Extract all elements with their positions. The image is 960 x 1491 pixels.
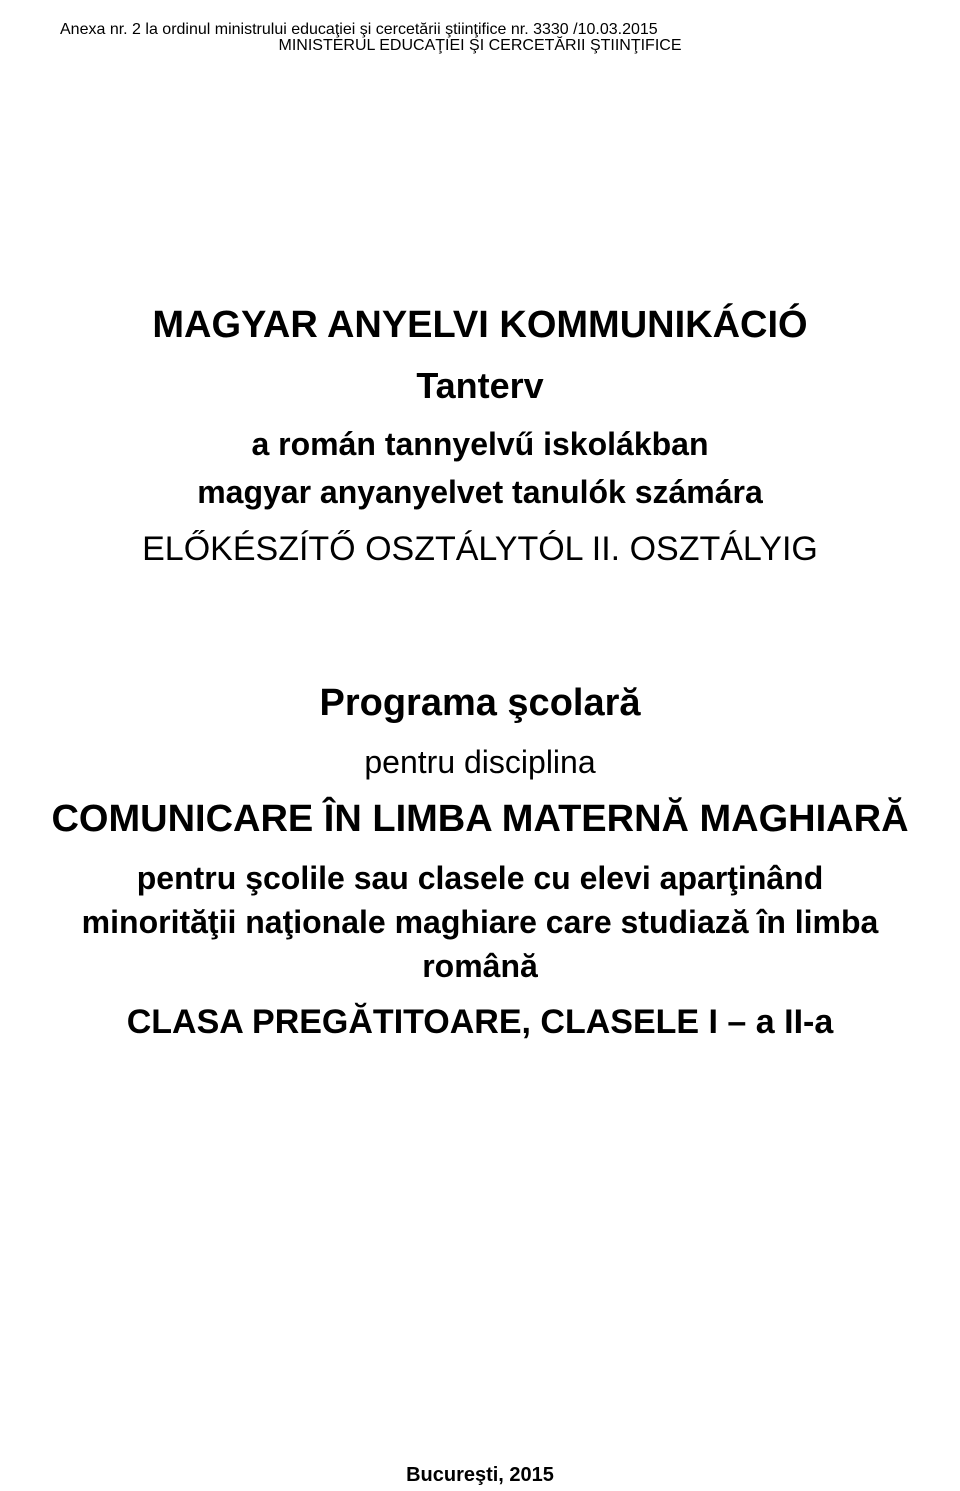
hungarian-title: MAGYAR ANYELVI KOMMUNIKÁCIÓ [152, 304, 808, 346]
hungarian-grades: ELŐKÉSZÍTŐ OSZTÁLYTÓL II. OSZTÁLYIG [142, 530, 818, 568]
annex-note: Anexa nr. 2 la ordinul ministrului educaţiei şi cercetării ştiinţifice nr. 3330 /10.03.2015 [60, 21, 658, 38]
class-levels: CLASA PREGĂTITOARE, CLASELE I – a II-a [126, 1003, 834, 1041]
place-date: Bucureşti, 2015 [406, 1464, 554, 1486]
ministry-name: MINISTERUL EDUCAŢIEI ŞI CERCETĂRII ŞTIINŢIFICE [278, 37, 682, 54]
hungarian-audience-line-1: a román tannyelvű iskolákban [251, 426, 709, 462]
romanian-audience-line-1: pentru şcolile sau clasele cu elevi aparţinând [136, 860, 824, 896]
romanian-subtitle: pentru disciplina [364, 744, 596, 780]
romanian-title: Programa şcolară [319, 682, 641, 724]
discipline-name: COMUNICARE ÎN LIMBA MATERNĂ MAGHIARĂ [51, 798, 909, 840]
romanian-audience-line-2: minorităţii naţionale maghiare care studiază în limba [81, 904, 879, 940]
hungarian-subtitle: Tanterv [416, 365, 544, 406]
romanian-audience-line-3: română [422, 948, 538, 984]
hungarian-audience-line-2: magyar anyanyelvet tanulók számára [197, 474, 763, 510]
